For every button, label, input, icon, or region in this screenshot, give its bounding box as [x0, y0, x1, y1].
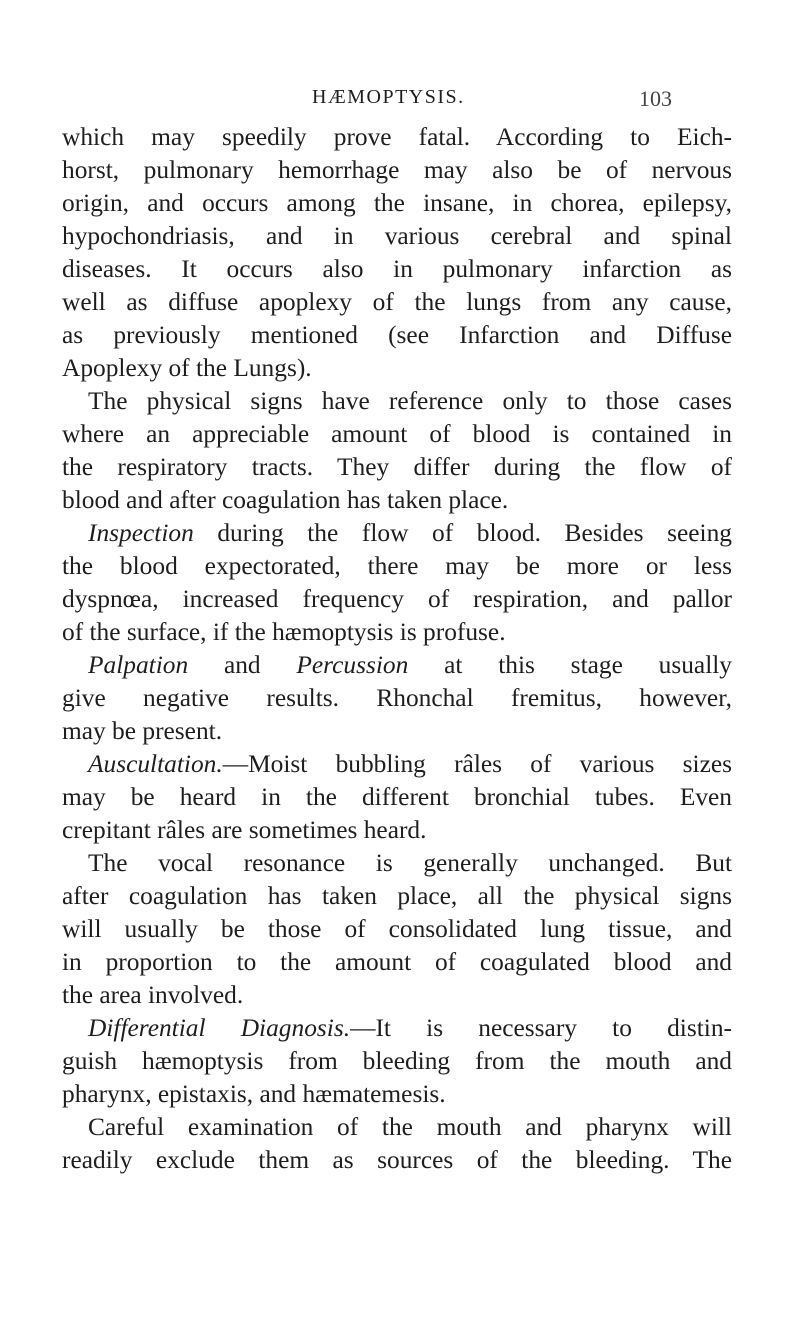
running-head: [0, 86, 800, 116]
text-line: [62, 682, 732, 715]
text-segment: —Moist bubbling râles of various sizes: [222, 750, 732, 778]
text-segment: of the surface, if the hæmoptysis is profuse.: [62, 618, 506, 646]
text-segment: give negative results. Rhonchal fremitus, however,: [62, 684, 732, 712]
text-segment: at this stage usually: [408, 651, 732, 679]
text-line: [62, 187, 732, 220]
text-line: [62, 814, 732, 847]
text-line: [62, 451, 732, 484]
text-segment: during the flow of blood. Besides seeing: [193, 519, 732, 547]
text-segment: the area involved.: [62, 981, 244, 1009]
text-line: [62, 385, 732, 418]
text-segment: origin, and occurs among the insane, in chorea, epilepsy,: [62, 189, 732, 217]
text-line: [62, 781, 732, 814]
text-segment: dyspnœa, increased frequency of respiration, and pallor: [62, 585, 732, 613]
text-segment: The vocal resonance is generally unchanged. But: [88, 849, 732, 877]
text-line: [62, 517, 732, 550]
text-line: [62, 352, 732, 385]
text-segment: may be present.: [62, 717, 223, 745]
text-segment: horst, pulmonary hemorrhage may also be of nervous: [62, 156, 732, 184]
text-line: [62, 979, 732, 1012]
text-line: [62, 418, 732, 451]
body-text: [62, 121, 732, 1177]
text-segment: the respiratory tracts. They differ during the flow of: [62, 453, 732, 481]
text-line: [62, 946, 732, 979]
italic-heading: Auscultation.: [88, 750, 223, 778]
text-line: [62, 1111, 732, 1144]
text-segment: Apoplexy of the Lungs).: [62, 354, 312, 382]
text-line: [62, 1045, 732, 1078]
text-segment: as previously mentioned (see Infarction and Diffuse: [62, 321, 732, 349]
text-line: [62, 286, 732, 319]
italic-heading: Palpation: [88, 651, 189, 679]
italic-heading: Percussion: [296, 651, 409, 679]
text-line: [62, 484, 732, 517]
text-line: [62, 880, 732, 913]
text-segment: and: [188, 651, 297, 679]
text-line: [62, 913, 732, 946]
text-line: [62, 649, 732, 682]
text-segment: hypochondriasis, and in various cerebral and spinal: [62, 222, 732, 250]
text-segment: —It is necessary to distin-: [350, 1014, 732, 1042]
running-title: HÆMOPTYSIS.: [312, 86, 465, 108]
page-number: 103: [639, 86, 672, 111]
text-segment: The physical signs have reference only to those cases: [88, 387, 732, 415]
text-line: [62, 715, 732, 748]
text-segment: crepitant râles are sometimes heard.: [62, 816, 427, 844]
text-line: [62, 847, 732, 880]
text-segment: well as diffuse apoplexy of the lungs from any cause,: [62, 288, 732, 316]
text-segment: the blood expectorated, there may be more or less: [62, 552, 732, 580]
text-segment: may be heard in the different bronchial tubes. Even: [62, 783, 732, 811]
text-segment: pharynx, epistaxis, and hæmatemesis.: [62, 1080, 446, 1108]
text-line: [62, 319, 732, 352]
text-line: [62, 253, 732, 286]
text-line: [62, 1078, 732, 1111]
text-segment: blood and after coagulation has taken place.: [62, 486, 509, 514]
text-line: [62, 550, 732, 583]
text-segment: in proportion to the amount of coagulated blood and: [62, 948, 732, 976]
text-segment: guish hæmoptysis from bleeding from the mouth and: [62, 1047, 732, 1075]
text-segment: Careful examination of the mouth and pharynx will: [88, 1113, 732, 1141]
italic-heading: Inspection: [88, 519, 194, 547]
text-segment: readily exclude them as sources of the bleeding. The: [62, 1146, 732, 1174]
text-line: [62, 583, 732, 616]
text-line: [62, 1012, 732, 1045]
text-segment: where an appreciable amount of blood is contained in: [62, 420, 732, 448]
text-line: [62, 616, 732, 649]
text-line: [62, 1144, 732, 1177]
text-line: [62, 220, 732, 253]
text-line: [62, 121, 732, 154]
italic-heading: Differential Diagnosis.: [88, 1014, 351, 1042]
text-line: [62, 154, 732, 187]
text-segment: after coagulation has taken place, all the physical signs: [62, 882, 732, 910]
text-segment: diseases. It occurs also in pulmonary infarction as: [62, 255, 732, 283]
text-segment: will usually be those of consolidated lung tissue, and: [62, 915, 732, 943]
text-line: [62, 748, 732, 781]
text-segment: which may speedily prove fatal. According to Eich-: [62, 123, 732, 151]
